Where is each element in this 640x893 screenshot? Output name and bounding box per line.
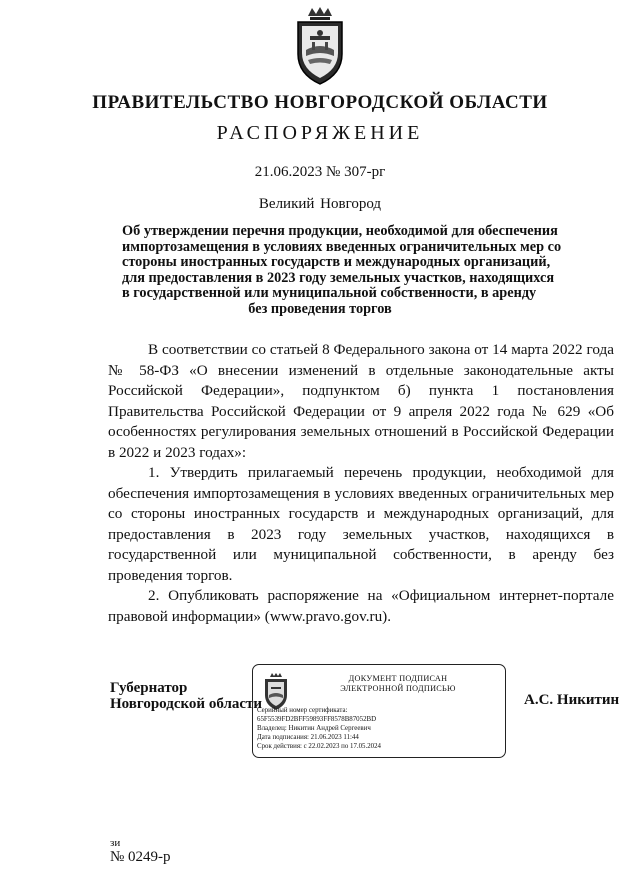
signed-date: Дата подписания: 21.06.2023 11:44	[257, 734, 359, 741]
document-body	[108, 340, 614, 627]
signatory-name: А.С. Никитин	[524, 692, 620, 708]
date-and-number: 21.06.2023 № 307-рг	[254, 164, 386, 180]
heading-line: в государственной или муниципальной собственности, в аренду	[122, 285, 537, 301]
cert-label: Серийный номер сертификата:	[257, 707, 348, 714]
electronic-signature-stamp	[252, 664, 506, 758]
stamp-title-line: ЭЛЕКТРОННОЙ ПОДПИСЬЮ	[340, 684, 456, 693]
heading-line: для предоставления в 2023 году земельных участков, находящихся	[122, 269, 555, 286]
coat-of-arms-icon	[288, 6, 352, 86]
footer	[110, 836, 171, 864]
stamp-title	[293, 674, 503, 694]
document-type: РАСПОРЯЖЕНИЕ	[216, 122, 424, 144]
body-paragraph: 1. Утвердить прилагаемый перечень продукции, необходимой для обеспечения импортозамещения в условиях введенных ограничительных мер со стороны иностранных государств и международных организаций, для предоставления в 2023 году земельных участков, находящихся в государственной или муниципальной собственности, в аренду без проведения торгов.	[108, 464, 614, 584]
cert-number: 65F5539FD2BFF59893FF8578B87052BD	[257, 716, 377, 723]
registration-number: № 0249-р	[110, 849, 171, 865]
stamp-details	[257, 706, 503, 751]
city: Великий Новгород	[258, 196, 382, 212]
body-paragraph: 2. Опубликовать распоряжение на «Официальном интернет-портале правовой информации» (www.pravo.gov.ru).	[108, 587, 614, 625]
stamp-title-line: ДОКУМЕНТ ПОДПИСАН	[348, 674, 448, 683]
position-line: Новгородской области	[110, 696, 263, 712]
heading-line: Об утверждении перечня продукции, необходимой для обеспечения	[122, 223, 558, 239]
cert-validity: Срок действия: с 22.02.2023 по 17.05.2024	[257, 743, 382, 750]
heading-line: импортозамещения в условиях введенных ограничительных мер со	[122, 238, 562, 255]
cert-owner: Владелец: Никитин Андрей Сергеевич	[257, 725, 371, 732]
executor-initials: зи	[110, 837, 121, 849]
document-heading	[122, 223, 562, 317]
body-paragraph: В соответствии со статьей 8 Федерального закона от 14 марта 2022 года № 58-ФЗ «О внесении изменений в отдельные законодательные акты Российской Федерации», подпунктом б) пункта 1 постановления Правительства Российской Федерации от 9 апреля 2022 года № 629 «Об особенностях регулирования земельных отношений в Российской Федерации в 2022 и 2023 годах»:	[108, 341, 614, 461]
signatory-position	[110, 680, 262, 712]
heading-line: без проведения торгов	[248, 300, 392, 317]
position-line: Губернатор	[110, 680, 188, 696]
heading-line: стороны иностранных государств и международных организаций,	[122, 254, 551, 270]
organization-title: ПРАВИТЕЛЬСТВО НОВГОРОДСКОЙ ОБЛАСТИ	[92, 92, 548, 113]
